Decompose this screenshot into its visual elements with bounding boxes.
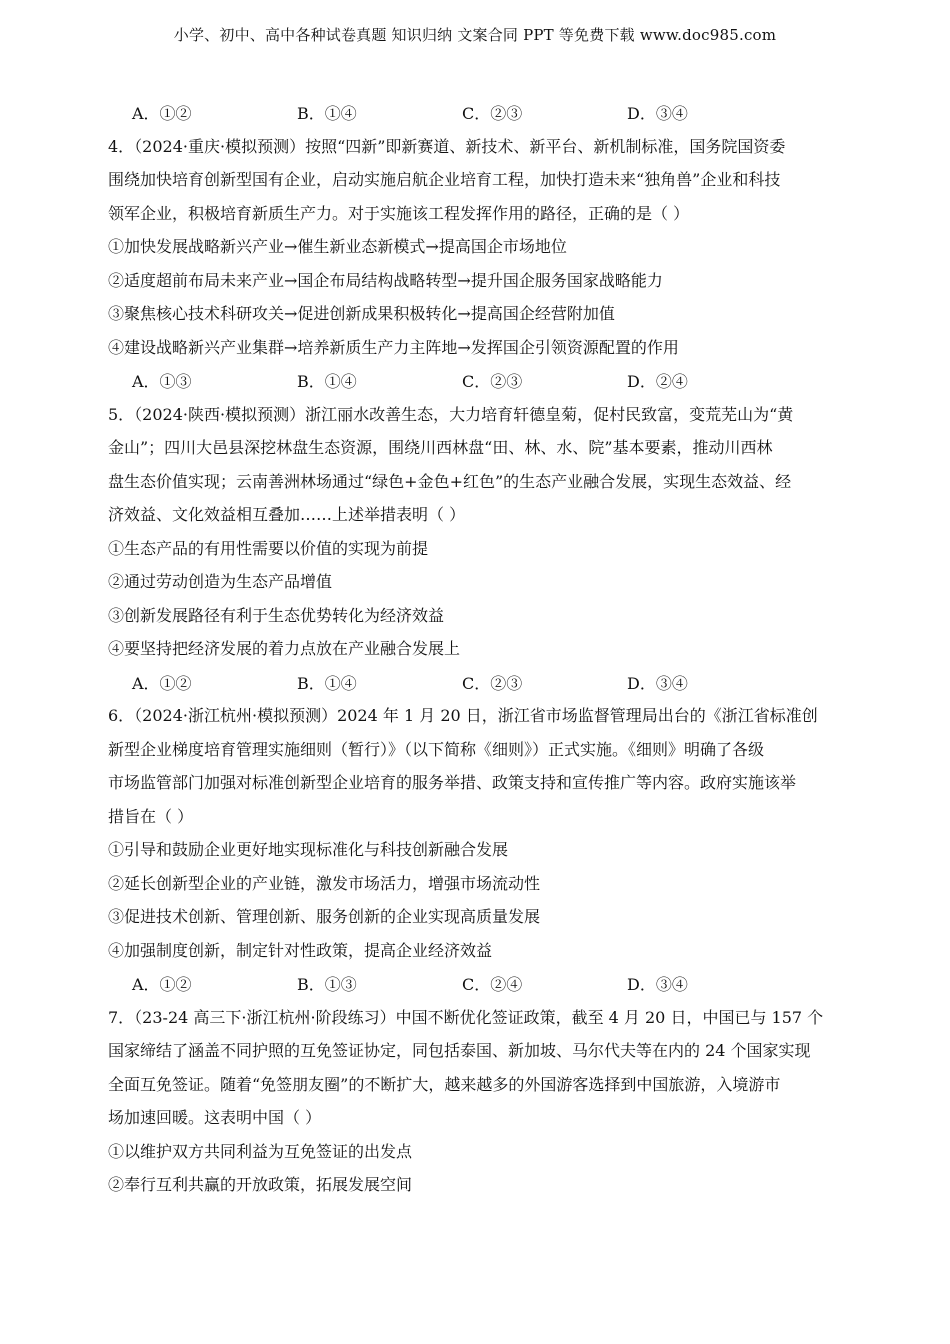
q6-option-b: B．①③: [297, 975, 357, 995]
q6-stem-line: 新型企业梯度培育管理实施细则（暂行）》（以下简称《细则》）正式实施。《细则》明确了各级: [108, 739, 765, 759]
q6-item-3: ③促进技术创新、管理创新、服务创新的企业实现高质量发展: [108, 907, 541, 926]
q7-stem-line: 场加速回暖。这表明中国（ ）: [108, 1108, 322, 1127]
q4-option-b: B．①④: [297, 372, 357, 392]
q5-stem-line: 5．（2024·陕西·模拟预测）浙江丽水改善生态，大力培育轩德皇菊，促村民致富，变荒芜山为“黄: [108, 404, 794, 424]
q6-stem-line: 市场监管部门加强对标准创新型企业培育的服务举措、政策支持和宣传推广等内容。政府实施该举: [108, 773, 797, 792]
q4-item-2: ②适度超前布局未来产业→国企布局结构战略转型→提升国企服务国家战略能力: [108, 270, 663, 290]
q6-stem-line: 措旨在（ ）: [108, 806, 194, 826]
document-body: [108, 96, 843, 1202]
q4-item-1: ①加快发展战略新兴产业→催生新业态新模式→提高国企市场地位: [108, 237, 567, 256]
q5-item-1: ①生态产品的有用性需要以价值的实现为前提: [108, 538, 429, 558]
question-4: [108, 130, 843, 398]
q6-item-1: ①引导和鼓励企业更好地实现标准化与科技创新融合发展: [108, 840, 509, 859]
q4-stem-line: 领军企业，积极培育新质生产力。对于实施该工程发挥作用的路径，正确的是（ ）: [108, 203, 690, 223]
q4-option-a: A．①③: [132, 372, 192, 392]
q4-stem-line: 4．（2024·重庆·模拟预测）按照“四新”即新赛道、新技术、新平台、新机制标准，国务院国资委: [108, 136, 786, 156]
q5-item-3: ③创新发展路径有利于生态优势转化为经济效益: [108, 605, 445, 625]
q4-stem-line: 围绕加快培育创新型国有企业，启动实施启航企业培育工程，加快打造未来“独角兽”企业和科技: [108, 170, 781, 189]
q6-item-4: ④加强制度创新，制定针对性政策，提高企业经济效益: [108, 940, 493, 960]
q5-options: [108, 666, 843, 700]
q7-stem-line: 全面互免签证。随着“免签朋友圈”的不断扩大，越来越多的外国游客选择到中国旅游，入境游市: [108, 1074, 781, 1094]
q4-option-d: D．②④: [627, 372, 688, 392]
question-6: [108, 699, 843, 1001]
q7-item-2: ②奉行互利共赢的开放政策，拓展发展空间: [108, 1175, 413, 1194]
q7-item-1: ①以维护双方共同利益为互免签证的出发点: [108, 1141, 413, 1161]
q5-option-d: D．③④: [627, 673, 688, 693]
q5-stem-line: 济效益、文化效益相互叠加……上述举措表明（ ）: [108, 505, 466, 524]
q7-stem-line: 7．（23-24 高三下·浙江杭州·阶段练习）中国不断优化签证政策，截至 4 月 20 日，中国已与 157 个: [108, 1007, 824, 1027]
q4-item-3: ③聚焦核心技术科研攻关→促进创新成果积极转化→提高国企经营附加值: [108, 304, 615, 323]
question-5: [108, 398, 843, 700]
q4-item-4: ④建设战略新兴产业集群→培养新质生产力主阵地→发挥国企引领资源配置的作用: [108, 337, 679, 357]
q5-item-2: ②通过劳动创造为生态产品增值: [108, 572, 333, 591]
q6-options: [108, 967, 843, 1001]
q6-option-c: C．②④: [462, 975, 523, 995]
q4-option-c: C．②③: [462, 372, 523, 392]
q5-option-b: B．①④: [297, 673, 357, 693]
q3-option-c: C．②③: [462, 104, 523, 124]
q5-option-a: A．①②: [132, 673, 192, 693]
question-7: [108, 1001, 843, 1202]
q3-option-d: D．③④: [627, 104, 688, 124]
page-header: 小学、初中、高中各种试卷真题 知识归纳 文案合同 PPT 等免费下载 www.doc985.com: [173, 26, 777, 44]
q5-stem-line: 盘生态价值实现；云南善洲林场通过“绿色+金色+红色”的生态产业融合发展，实现生态效益、经: [108, 471, 792, 491]
q6-option-d: D．③④: [627, 975, 688, 995]
q6-item-2: ②延长创新型企业的产业链，激发市场活力，增强市场流动性: [108, 873, 541, 893]
q6-stem-line: 6．（2024·浙江杭州·模拟预测）2024 年 1 月 20 日，浙江省市场监督管理局出台的《浙江省标准创: [108, 706, 818, 725]
q5-item-4: ④要坚持把经济发展的着力点放在产业融合发展上: [108, 639, 461, 658]
q3-options: [108, 96, 843, 130]
q5-option-c: C．②③: [462, 673, 523, 693]
q4-options: [108, 364, 843, 398]
q6-option-a: A．①②: [132, 975, 192, 995]
q3-option-a: A．①②: [132, 104, 192, 124]
q3-option-b: B．①④: [297, 104, 357, 124]
q5-stem-line: 金山”；四川大邑县深挖林盘生态资源，围绕川西林盘“田、林、水、院”基本要素，推动川西林: [108, 438, 773, 457]
q7-stem-line: 国家缔结了涵盖不同护照的互免签证协定，同包括泰国、新加坡、马尔代夫等在内的 24 个国家实现: [108, 1041, 811, 1060]
